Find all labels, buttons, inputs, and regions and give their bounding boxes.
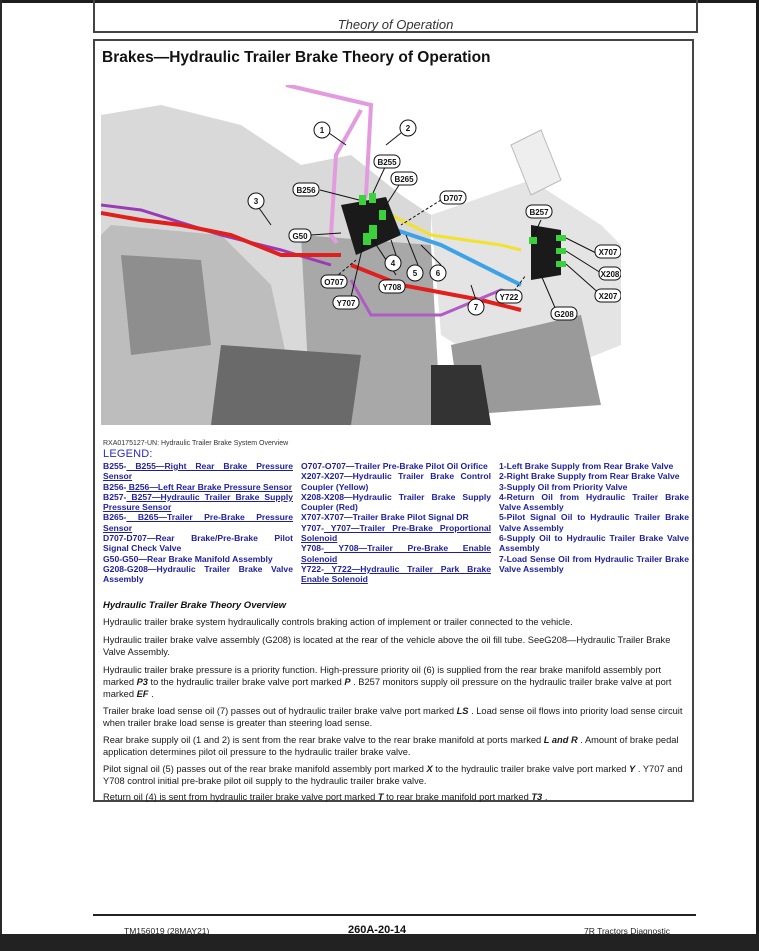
footer-divider bbox=[93, 914, 696, 916]
port-label: P3 bbox=[136, 677, 148, 688]
port-label: Y bbox=[629, 764, 636, 774]
legend-line-1: 1-Left Brake Supply from Rear Brake Valve bbox=[499, 461, 674, 471]
legend-code: B257- bbox=[103, 491, 127, 502]
solenoid-y707 bbox=[363, 233, 371, 245]
callout-b255 bbox=[374, 155, 400, 168]
callout-b265 bbox=[391, 172, 417, 185]
svg-text:Y708: Y708 bbox=[382, 283, 402, 292]
svg-text:X707: X707 bbox=[598, 248, 618, 257]
sensor-b257 bbox=[529, 237, 537, 244]
legend-item-b255[interactable] bbox=[103, 461, 293, 482]
text: to rear brake manifold port marked bbox=[383, 792, 532, 802]
section-title: Brakes—Hydraulic Trailer Brake Theory of Operation bbox=[102, 49, 491, 66]
legend-column-lines bbox=[499, 461, 689, 574]
port-label: LS bbox=[456, 706, 469, 716]
hydraulic-trailer-brake-diagram bbox=[101, 85, 621, 435]
paragraph-5 bbox=[103, 734, 689, 758]
legend-item-b256[interactable] bbox=[103, 482, 293, 492]
coupler-x208 bbox=[556, 248, 566, 254]
sensor-b256 bbox=[359, 195, 366, 205]
text: Hydraulic trailer brake pressure is a priority function. High-pressure priority oil (6) is supplied from the rear brake manifold assembly port marked bbox=[103, 665, 662, 688]
paragraph-1: Hydraulic trailer brake system hydraulically controls braking action of implement or trailer connected to the vehicle. bbox=[103, 617, 573, 627]
svg-text:B255: B255 bbox=[377, 158, 397, 167]
legend-link[interactable]: B255—Right Rear Brake Pressure Sensor bbox=[103, 461, 293, 482]
valve-stack bbox=[121, 255, 211, 355]
svg-text:5: 5 bbox=[412, 269, 418, 278]
legend-code: D707- bbox=[103, 533, 127, 544]
legend-link[interactable]: B265—Trailer Pre-Brake Pressure Sensor bbox=[103, 512, 293, 533]
callout-x207 bbox=[595, 289, 621, 302]
legend-line-5: 5-Pilot Signal Oil to Hydraulic Trailer Brake Valve Assembly bbox=[499, 512, 689, 533]
legend-column-components-2 bbox=[301, 461, 491, 585]
svg-text:3: 3 bbox=[253, 197, 259, 206]
coupler-x207 bbox=[556, 261, 566, 267]
legend-code: Y708- bbox=[301, 543, 324, 554]
text: Return oil (4) is sent from hydraulic trailer brake valve port marked bbox=[103, 792, 378, 802]
text: . Load sense oil flows into priority load sense circuit when trailer brake load sense is greater than steering load sense. bbox=[103, 706, 683, 729]
svg-text:4: 4 bbox=[390, 259, 396, 268]
callout-4 bbox=[385, 255, 401, 271]
callout-d707 bbox=[440, 191, 466, 204]
text: Pilot signal oil (5) passes out of the rear brake manifold assembly port marked bbox=[103, 764, 427, 774]
svg-text:G208: G208 bbox=[554, 310, 574, 319]
legend-code: X707- bbox=[301, 512, 324, 523]
text: to the hydraulic trailer brake valve port marked bbox=[147, 677, 345, 688]
legend-code: X207- bbox=[301, 471, 324, 482]
text: Trailer brake load sense oil (7) passes out of hydraulic trailer brake valve port marked bbox=[103, 706, 457, 716]
svg-text:B265: B265 bbox=[394, 175, 414, 184]
legend-item-x707 bbox=[301, 512, 491, 522]
svg-text:D707: D707 bbox=[443, 194, 463, 203]
port-label: X bbox=[426, 764, 433, 774]
legend-item-d707 bbox=[103, 533, 293, 554]
callout-x208 bbox=[599, 267, 621, 280]
legend-line-6: 6-Supply Oil to Hydraulic Trailer Brake Valve Assembly bbox=[499, 533, 689, 554]
paragraph-4 bbox=[103, 705, 689, 729]
legend-code: B256- bbox=[103, 481, 127, 492]
callout-5 bbox=[407, 265, 423, 281]
svg-text:2: 2 bbox=[405, 124, 411, 133]
legend-item-g50 bbox=[103, 554, 293, 564]
page-header bbox=[93, 0, 698, 33]
text: . bbox=[542, 792, 548, 802]
svg-text:G50: G50 bbox=[292, 232, 308, 241]
legend-item-g208 bbox=[103, 564, 293, 585]
paragraph-2: Hydraulic trailer brake valve assembly (G208) is located at the rear of the vehicle above the oil fill tube. SeeG208—Hydraulic Trailer Brake Valve Assembly. bbox=[103, 635, 671, 658]
legend-item-b265[interactable] bbox=[103, 512, 293, 533]
footer-doc-id: TM156019 (28MAY21) bbox=[124, 926, 210, 936]
callout-y708 bbox=[379, 280, 405, 293]
svg-text:Y722: Y722 bbox=[499, 293, 519, 302]
text: . Amount of brake pedal application determines pilot oil pressure to the hydraulic trailer brake valve. bbox=[103, 735, 679, 758]
legend-line-3: 3-Supply Oil from Priority Valve bbox=[499, 481, 628, 492]
legend-item-y708[interactable] bbox=[301, 543, 491, 564]
legend-title: LEGEND: bbox=[103, 448, 153, 460]
sensor-b255 bbox=[369, 193, 376, 203]
port-label: T bbox=[377, 792, 384, 802]
legend-text: O707—Trailer Pre-Brake Pilot Oil Orifice bbox=[324, 461, 488, 471]
paragraph-3 bbox=[103, 664, 689, 701]
legend-text: G208—Hydraulic Trailer Brake Valve Assembly bbox=[103, 563, 293, 585]
footer-manual-title: 7R Tractors Diagnostic bbox=[584, 926, 670, 936]
legend-code: O707- bbox=[301, 461, 325, 471]
callout-g208 bbox=[551, 307, 577, 320]
legend-item-o707 bbox=[301, 461, 491, 471]
callout-x707 bbox=[595, 245, 621, 258]
legend-line-7: 7-Load Sense Oil from Hydraulic Trailer Brake Valve Assembly bbox=[499, 553, 689, 574]
legend-text: D707—Rear Brake/Pre-Brake Pilot Signal Check Valve bbox=[103, 533, 293, 554]
legend-text: X208—Hydraulic Trailer Brake Supply Coupler (Red) bbox=[301, 491, 491, 513]
legend-item-x208 bbox=[301, 492, 491, 513]
hitch-bracket bbox=[431, 365, 491, 425]
figure-caption: RXA0175127-UN: Hydraulic Trailer Brake System Overview bbox=[103, 440, 289, 447]
callout-6 bbox=[430, 265, 446, 281]
svg-text:X208: X208 bbox=[600, 270, 620, 279]
svg-text:X207: X207 bbox=[598, 292, 618, 301]
callout-b256 bbox=[293, 183, 319, 196]
port-label: P bbox=[344, 677, 351, 688]
text: . Y707 and Y708 control initial pre-brake pilot oil supply to the hydraulic trailer brake valve. bbox=[103, 764, 683, 787]
legend-link[interactable]: B257—Hydraulic Trailer Brake Supply Pressure Sensor bbox=[103, 491, 293, 513]
overview-heading: Hydraulic Trailer Brake Theory Overview bbox=[103, 600, 287, 611]
legend-code: G208- bbox=[103, 563, 127, 574]
legend-code: G50- bbox=[103, 553, 123, 564]
callout-g50 bbox=[289, 229, 311, 242]
port-label: EF bbox=[136, 689, 149, 700]
legend-item-x207 bbox=[301, 471, 491, 492]
page-header-title: Theory of Operation bbox=[337, 17, 454, 32]
legend-text: X707—Trailer Brake Pilot Signal DR bbox=[323, 512, 469, 523]
legend-text: G50—Rear Brake Manifold Assembly bbox=[122, 553, 273, 564]
svg-text:7: 7 bbox=[473, 303, 479, 312]
window-frame-bottom bbox=[0, 934, 759, 951]
paragraph-7 bbox=[103, 791, 689, 803]
footer-page-number: 260A-20-14 bbox=[348, 924, 407, 936]
legend-code: Y707- bbox=[301, 522, 324, 533]
legend-code: Y722- bbox=[301, 563, 324, 574]
callout-7 bbox=[468, 299, 484, 315]
legend-text: X207—Hydraulic Trailer Brake Control Coupler (Yellow) bbox=[301, 471, 491, 492]
coupler-x707 bbox=[556, 235, 566, 241]
port-label: L and R bbox=[543, 735, 578, 745]
callout-o707 bbox=[321, 275, 347, 288]
legend-item-y707[interactable] bbox=[301, 523, 491, 544]
text: . B257 monitors supply oil pressure on the hydraulic trailer brake valve at port marked bbox=[103, 677, 672, 700]
text: . bbox=[148, 689, 154, 700]
legend-column-components-1 bbox=[103, 461, 293, 585]
text: Rear brake supply oil (1 and 2) is sent from the rear brake valve to the rear brake manifold at ports marked bbox=[103, 735, 544, 745]
svg-text:B257: B257 bbox=[529, 208, 549, 217]
callout-y707 bbox=[333, 296, 359, 309]
legend-link[interactable]: Y722—Hydraulic Trailer Park Brake Enable Solenoid bbox=[301, 563, 491, 585]
diagram-svg bbox=[101, 85, 621, 435]
legend-code: X208- bbox=[301, 491, 324, 502]
legend-link[interactable]: Y707—Trailer Pre-Brake Proportional Solenoid bbox=[301, 522, 491, 544]
sensor-b265 bbox=[379, 210, 386, 220]
legend-code: B255- bbox=[103, 461, 127, 471]
legend-line-4: 4-Return Oil from Hydraulic Trailer Brake Valve Assembly bbox=[499, 491, 689, 513]
legend-line-2: 2-Right Brake Supply from Rear Brake Valve bbox=[499, 471, 680, 482]
legend-code: B265- bbox=[103, 512, 127, 523]
legend-link[interactable]: Y708—Trailer Pre-Brake Enable Solenoid bbox=[301, 543, 491, 564]
callout-1 bbox=[314, 122, 330, 138]
callout-3 bbox=[248, 193, 264, 209]
port-label: T3 bbox=[531, 792, 543, 802]
legend-item-b257[interactable] bbox=[103, 492, 293, 513]
legend-link[interactable]: B256—Left Rear Brake Pressure Sensor bbox=[126, 481, 293, 492]
svg-text:1: 1 bbox=[319, 126, 325, 135]
window-frame-left bbox=[0, 0, 2, 951]
housing-base bbox=[211, 345, 361, 425]
svg-text:O707: O707 bbox=[324, 278, 344, 287]
legend-item-y722[interactable] bbox=[301, 564, 491, 585]
callout-y722 bbox=[496, 290, 522, 303]
content-box bbox=[93, 39, 694, 802]
svg-text:6: 6 bbox=[435, 269, 441, 278]
paragraph-6 bbox=[103, 763, 689, 787]
text: to the hydraulic trailer brake valve port marked bbox=[432, 764, 630, 774]
svg-text:Y707: Y707 bbox=[336, 299, 356, 308]
svg-text:B256: B256 bbox=[296, 186, 316, 195]
callout-2 bbox=[400, 120, 416, 136]
callout-b257 bbox=[526, 205, 552, 218]
